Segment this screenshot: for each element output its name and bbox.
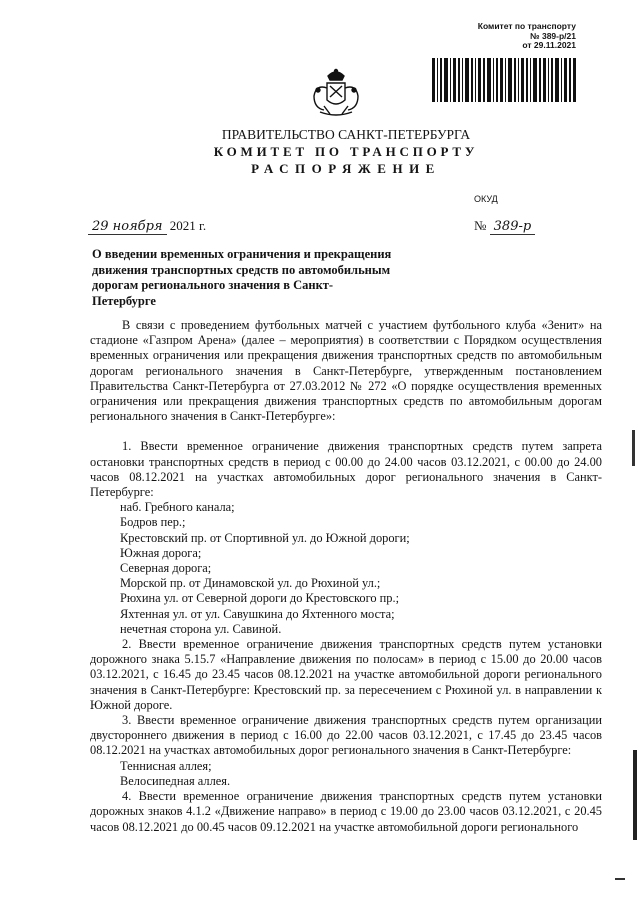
barcode	[432, 58, 576, 102]
committee-header: КОМИТЕТ ПО ТРАНСПОРТУ	[213, 144, 479, 159]
handwritten-number: 389-р	[490, 219, 536, 235]
document-date	[88, 218, 206, 235]
list-item: Рюхина ул. от Северной дороги до Крестовского пр.;	[120, 591, 400, 606]
okud-label: ОКУД	[474, 194, 498, 204]
item-2-paragraph: 2. Ввести временное ограничение движения транспортных средств путем установки дорожного знака 5.15.7 «Направление движения по полосам» в период с 15.00 до 20.00 часов 03.12.2021, с 16.45 до 23.45 часов 08.12.2021 на участке автомобильной дороги регионального значения в Санкт-Петербурге: Крестовский пр. за пересечением с Рюхиной ул. в направлении к Южной дороге.	[90, 637, 602, 712]
document-body	[90, 318, 602, 835]
stamp-line-3: от 29.11.2021	[522, 40, 576, 50]
document-type-header: РАСПОРЯЖЕНИЕ	[251, 161, 441, 176]
item-3-paragraph: 3. Ввести временное ограничение движения транспортных средств путем организации двустороннего движения в период с 16.00 до 22.00 часов 03.12.2021, с 17.45 до 23.45 часов 08.12.2021 на участках автомобильных дорог регионального значения в Санкт-Петербурге:	[90, 713, 602, 758]
registration-stamp	[446, 22, 576, 51]
list-item: наб. Гребного канала;	[120, 500, 235, 515]
scan-edge-mark	[633, 750, 637, 840]
handwritten-date: 29 ноября	[88, 219, 167, 235]
coat-of-arms-emblem	[308, 66, 364, 122]
list-item: Велосипедная аллея.	[120, 773, 231, 788]
scan-edge-mark	[615, 878, 625, 880]
list-item: Бодров пер.;	[120, 515, 186, 530]
list-item: Крестовский пр. от Спортивной ул. до Южной дороги;	[120, 530, 410, 545]
list-item: Южная дорога;	[120, 545, 202, 560]
list-item: Северная дорога;	[120, 561, 212, 576]
number-prefix: №	[474, 218, 487, 233]
government-header: ПРАВИТЕЛЬСТВО САНКТ-ПЕТЕРБУРГА	[221, 127, 471, 142]
date-year: 2021 г.	[169, 218, 207, 233]
list-item: Морской пр. от Динамовской ул. до Рюхиной ул.;	[120, 576, 381, 591]
item-4-paragraph: 4. Ввести временное ограничение движения транспортных средств путем установки дорожных знаков 4.1.2 «Движение направо» в период с 19.00 до 23.00 часов 03.12.2021, с 20.45 часов 08.12.2021 до 00.45 часов 09.12.2021 на участке автомобильной дороги регионального	[90, 789, 602, 834]
document-number	[474, 218, 535, 235]
intro-paragraph: В связи с проведением футбольных матчей с участием футбольного клуба «Зенит» на стадионе «Газпром Арена» (далее – мероприятия) в соответствии с Порядком осуществления временных ограничения или прекращения движения транспортных средств по автомобильным дорогам регионального значения в Санкт-Петербурге, утвержденным постановлением Правительства Санкт-Петербурга от 27.03.2012 № 272 «О порядке осуществления временных ограничения или прекращения движения транспортных средств по автомобильным дорогам регионального значения в Санкт-Петербурге»:	[90, 318, 602, 424]
list-item: Яхтенная ул. от ул. Савушкина до Яхтенного моста;	[120, 606, 395, 621]
document-title: О введении временных ограничения и прекращения движения транспортных средств по автомобильным дорогам регионального значения в Санкт-Петербурге	[92, 247, 392, 308]
list-item: нечетная сторона ул. Савиной.	[120, 621, 282, 636]
stamp-line-2: № 389-р/21	[530, 30, 576, 41]
scan-edge-mark	[632, 430, 635, 466]
stamp-line-1: Комитет по транспорту	[477, 21, 576, 31]
item-1-paragraph: 1. Ввести временное ограничение движения транспортных средств путем запрета остановки транспортных средств в период с 00.00 до 24.00 часов 03.12.2021, с 00.00 до 24.00 часов 08.12.2021 на участках автомобильных дорог регионального значения в Санкт-Петербурге:	[90, 439, 602, 500]
list-item: Теннисная аллея;	[120, 758, 212, 773]
